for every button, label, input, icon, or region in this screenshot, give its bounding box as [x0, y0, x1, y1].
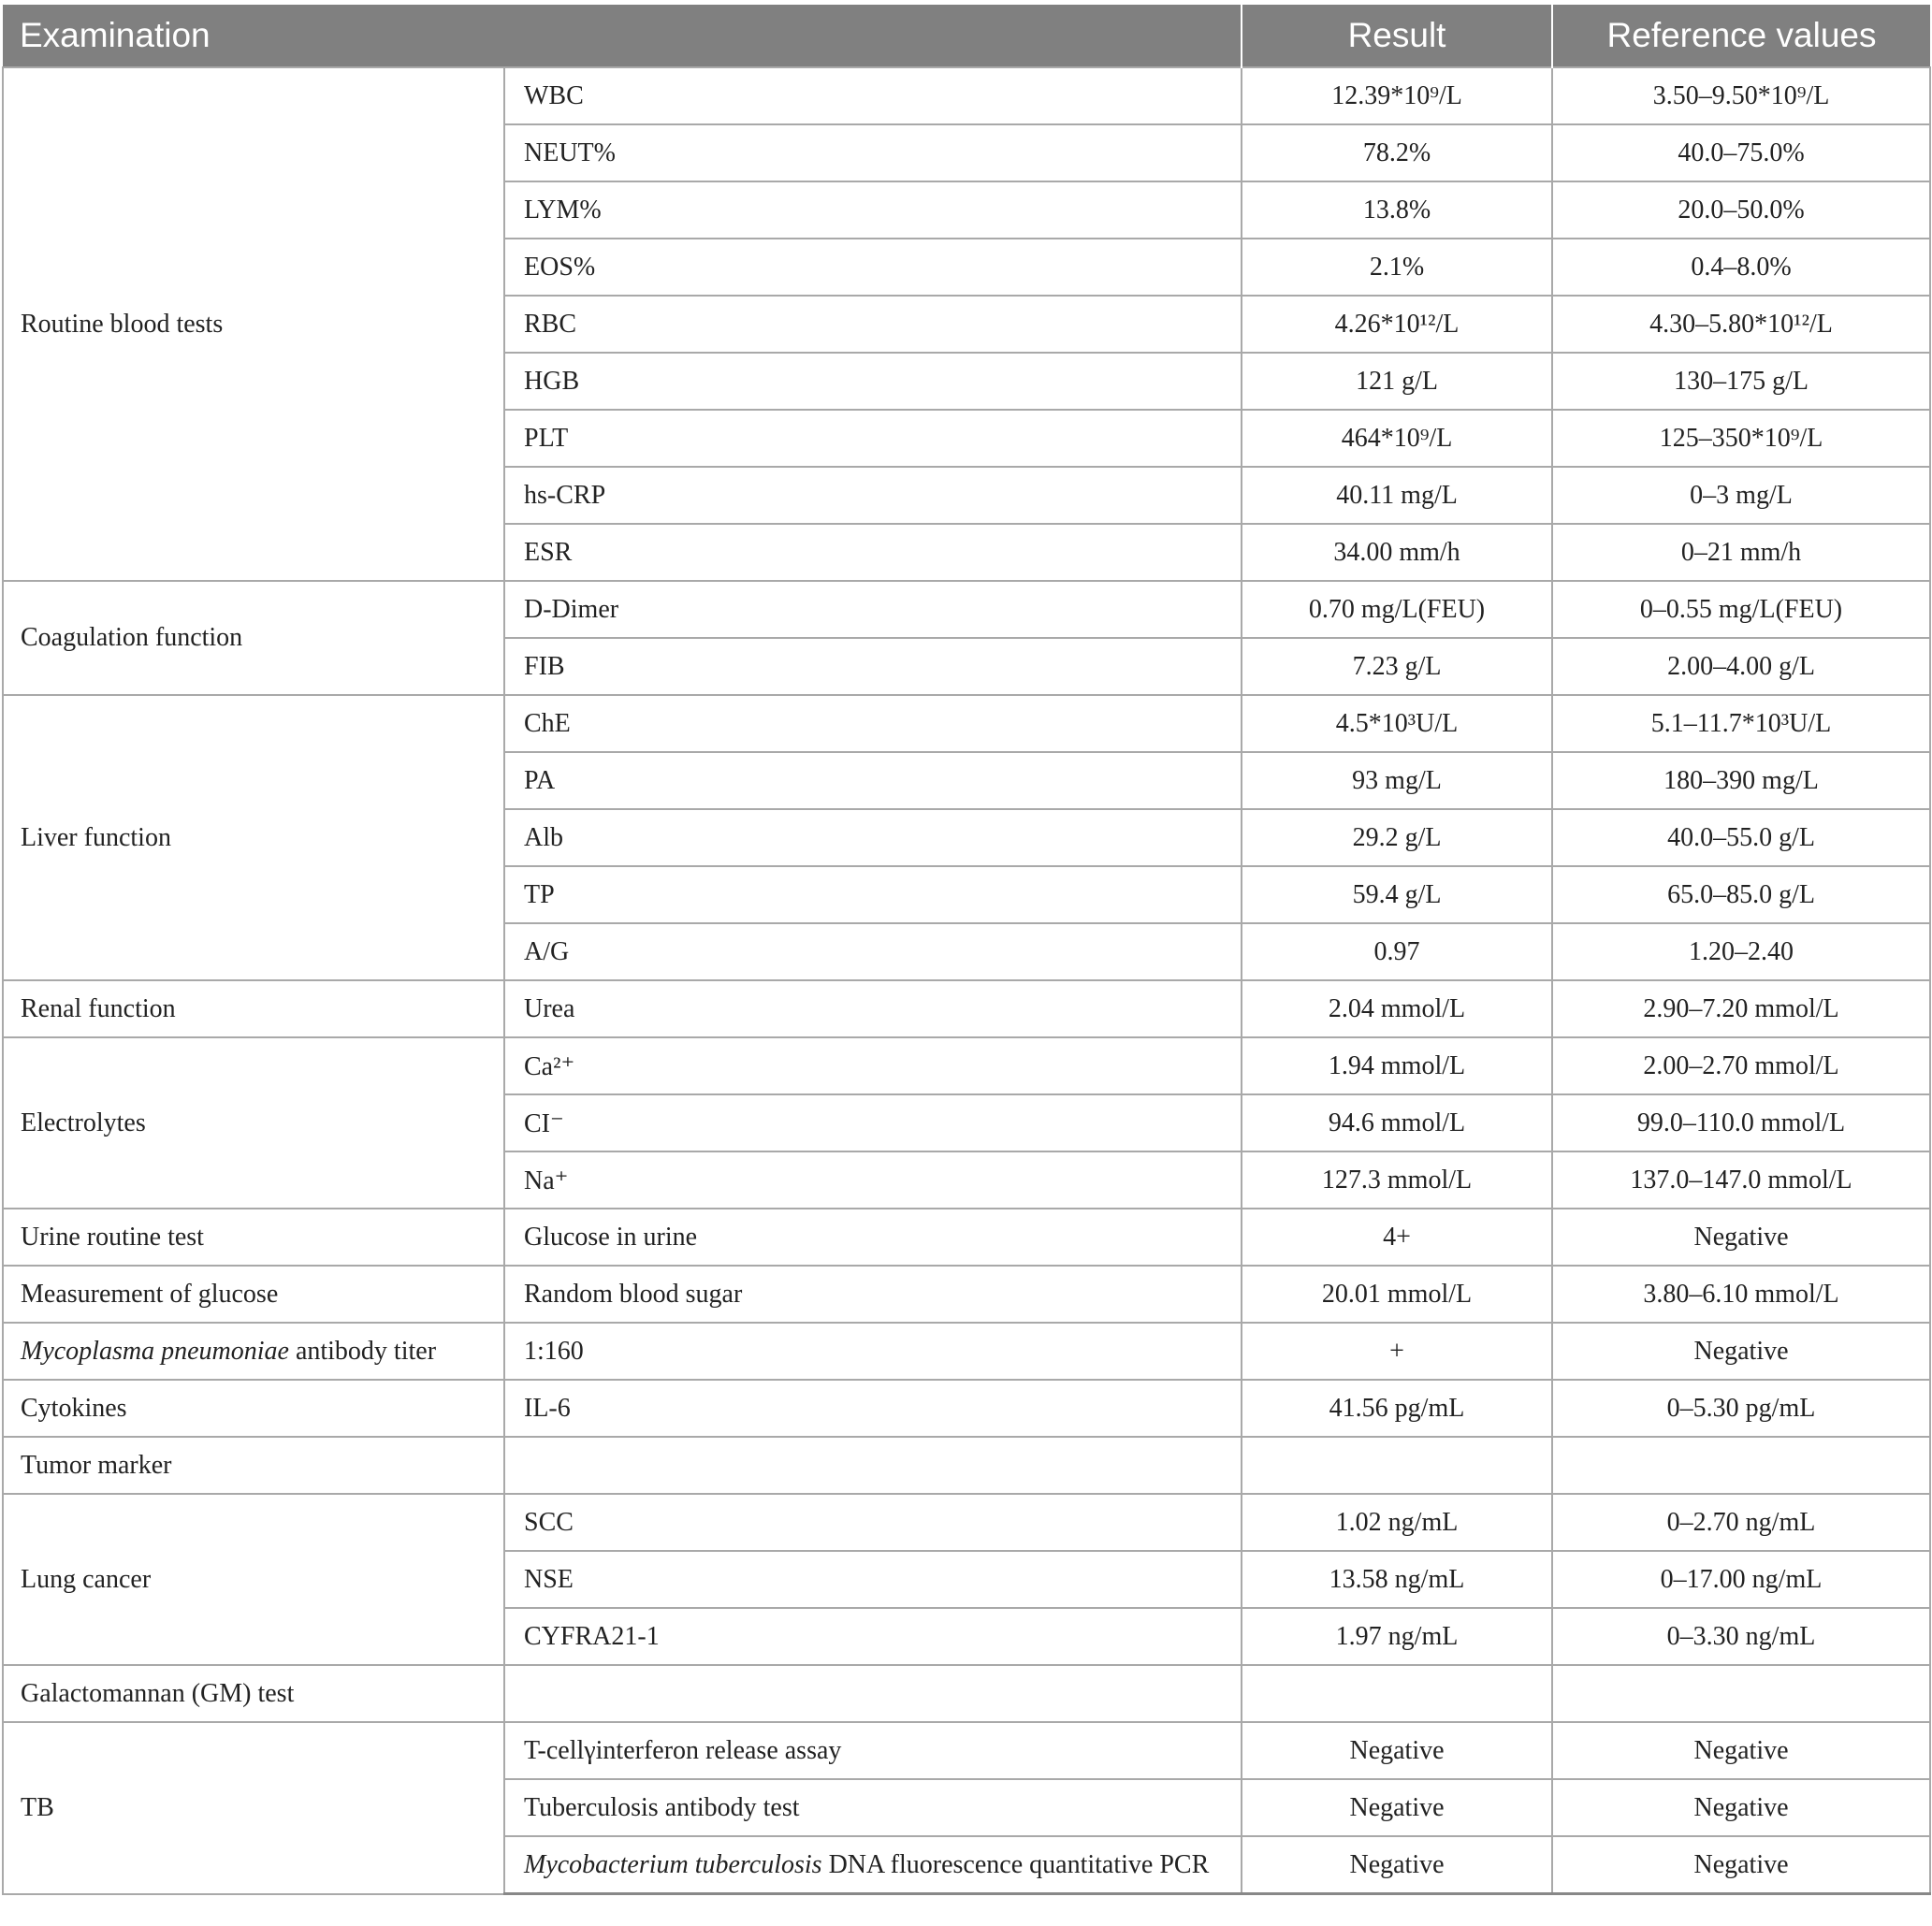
reference-value: Negative — [1552, 1722, 1930, 1779]
test-name-cell — [504, 67, 1242, 124]
reference-value: 2.90–7.20 mmol/L — [1552, 980, 1930, 1037]
reference-value: 2.00–2.70 mmol/L — [1552, 1037, 1930, 1094]
table-row — [3, 67, 1930, 124]
test-name: Urea — [524, 993, 575, 1023]
table-row — [3, 1494, 1930, 1551]
result-value: 29.2 g/L — [1242, 809, 1552, 866]
result-value: 93 mg/L — [1242, 752, 1552, 809]
result-value: 127.3 mmol/L — [1242, 1151, 1552, 1209]
exam-category-label: Urine routine test — [21, 1222, 204, 1252]
exam-category-cell — [3, 67, 504, 581]
test-name-cell — [504, 239, 1242, 296]
reference-value: 5.1–11.7*10³U/L — [1552, 695, 1930, 752]
test-name: A/G — [524, 936, 570, 966]
reference-value: 0–2.70 ng/mL — [1552, 1494, 1930, 1551]
reference-value: 99.0–110.0 mmol/L — [1552, 1094, 1930, 1151]
test-name-cell — [504, 1836, 1242, 1894]
table-row — [3, 1209, 1930, 1266]
reference-value: 0–17.00 ng/mL — [1552, 1551, 1930, 1608]
reference-value: 137.0–147.0 mmol/L — [1552, 1151, 1930, 1209]
table-body — [3, 67, 1930, 1894]
test-name: Ca²⁺ — [524, 1051, 575, 1081]
table-row — [3, 695, 1930, 752]
exam-category-label: Mycoplasma pneumoniae — [21, 1336, 289, 1366]
test-name-cell — [504, 1665, 1242, 1722]
result-value: 4.5*10³U/L — [1242, 695, 1552, 752]
reference-value: 3.80–6.10 mmol/L — [1552, 1266, 1930, 1323]
result-value: 12.39*10⁹/L — [1242, 67, 1552, 124]
result-value — [1242, 1665, 1552, 1722]
result-value: Negative — [1242, 1722, 1552, 1779]
exam-category-cell — [3, 1037, 504, 1209]
exam-category-cell — [3, 1266, 504, 1323]
test-name: NSE — [524, 1564, 574, 1594]
reference-value: 40.0–75.0% — [1552, 124, 1930, 181]
reference-value: 0–3 mg/L — [1552, 467, 1930, 524]
exam-category-label: Lung cancer — [21, 1564, 152, 1594]
exam-category-cell — [3, 581, 504, 695]
test-name-cell — [504, 923, 1242, 980]
result-value: 7.23 g/L — [1242, 638, 1552, 695]
test-name: ESR — [524, 537, 573, 567]
reference-value: 0–0.55 mg/L(FEU) — [1552, 581, 1930, 638]
result-value: + — [1242, 1323, 1552, 1380]
result-value: 0.97 — [1242, 923, 1552, 980]
test-name: PA — [524, 765, 556, 795]
test-name-cell — [504, 124, 1242, 181]
result-value: 1.97 ng/mL — [1242, 1608, 1552, 1665]
reference-value: 3.50–9.50*10⁹/L — [1552, 67, 1930, 124]
reference-value: 0–3.30 ng/mL — [1552, 1608, 1930, 1665]
reference-value — [1552, 1437, 1930, 1494]
result-value: 13.8% — [1242, 181, 1552, 239]
table-row — [3, 1323, 1930, 1380]
table-row — [3, 980, 1930, 1037]
test-name: hs-CRP — [524, 480, 606, 510]
test-name-cell — [504, 467, 1242, 524]
test-name: CYFRA21-1 — [524, 1621, 660, 1651]
test-name: LYM% — [524, 195, 602, 224]
test-name-cell — [504, 1494, 1242, 1551]
test-name-cell — [504, 524, 1242, 581]
table-row — [3, 1380, 1930, 1437]
reference-value — [1552, 1665, 1930, 1722]
exam-category-label: Cytokines — [21, 1393, 127, 1423]
test-name: Na⁺ — [524, 1166, 569, 1195]
test-name-cell — [504, 1151, 1242, 1209]
result-value: 2.1% — [1242, 239, 1552, 296]
test-name: Random blood sugar — [524, 1279, 743, 1309]
test-name: FIB — [524, 651, 565, 681]
reference-value: 125–350*10⁹/L — [1552, 410, 1930, 467]
table-row — [3, 1437, 1930, 1494]
result-value: 41.56 pg/mL — [1242, 1380, 1552, 1437]
exam-category-cell — [3, 695, 504, 980]
test-name-cell — [504, 1551, 1242, 1608]
exam-category-label: TB — [21, 1792, 54, 1822]
test-name-cell — [504, 1037, 1242, 1094]
exam-category-cell — [3, 1323, 504, 1380]
exam-category-cell — [3, 1665, 504, 1722]
test-name: Mycobacterium tuberculosis — [524, 1849, 822, 1879]
exam-category-cell — [3, 1380, 504, 1437]
reference-value: 1.20–2.40 — [1552, 923, 1930, 980]
reference-value: 0–21 mm/h — [1552, 524, 1930, 581]
reference-value: 4.30–5.80*10¹²/L — [1552, 296, 1930, 353]
result-value: Negative — [1242, 1779, 1552, 1836]
result-value: 2.04 mmol/L — [1242, 980, 1552, 1037]
test-name-cell — [504, 181, 1242, 239]
test-name: Tuberculosis antibody test — [524, 1792, 800, 1822]
reference-value: 20.0–50.0% — [1552, 181, 1930, 239]
reference-value: 180–390 mg/L — [1552, 752, 1930, 809]
result-value: 4+ — [1242, 1209, 1552, 1266]
reference-value: 0.4–8.0% — [1552, 239, 1930, 296]
test-name: CI⁻ — [524, 1108, 564, 1138]
result-value — [1242, 1437, 1552, 1494]
test-name-cell — [504, 1209, 1242, 1266]
reference-value: 0–5.30 pg/mL — [1552, 1380, 1930, 1437]
exam-category-label: Renal function — [21, 993, 176, 1023]
result-value: 4.26*10¹²/L — [1242, 296, 1552, 353]
exam-category-cell — [3, 980, 504, 1037]
result-value: 78.2% — [1242, 124, 1552, 181]
table-row — [3, 1037, 1930, 1094]
test-name-cell — [504, 752, 1242, 809]
test-name-cell — [504, 980, 1242, 1037]
exam-category-label: Measurement of glucose — [21, 1279, 279, 1309]
test-name-cell — [504, 581, 1242, 638]
test-name: IL-6 — [524, 1393, 571, 1423]
exam-category-cell — [3, 1437, 504, 1494]
exam-category-label: Routine blood tests — [21, 309, 224, 339]
test-name: PLT — [524, 423, 569, 453]
test-name-cell — [504, 1266, 1242, 1323]
test-name: RBC — [524, 309, 577, 339]
test-name: Glucose in urine — [524, 1222, 698, 1252]
test-name: EOS% — [524, 252, 596, 282]
exam-category-cell — [3, 1494, 504, 1665]
result-value: 94.6 mmol/L — [1242, 1094, 1552, 1151]
reference-value: 2.00–4.00 g/L — [1552, 638, 1930, 695]
result-value: 34.00 mm/h — [1242, 524, 1552, 581]
test-name-cell — [504, 410, 1242, 467]
reference-value: Negative — [1552, 1323, 1930, 1380]
table-row — [3, 581, 1930, 638]
test-name-cell — [504, 866, 1242, 923]
reference-value: 65.0–85.0 g/L — [1552, 866, 1930, 923]
test-name: T-cellγinterferon release assay — [524, 1735, 842, 1765]
result-value: Negative — [1242, 1836, 1552, 1894]
result-value: 0.70 mg/L(FEU) — [1242, 581, 1552, 638]
test-name-cell — [504, 695, 1242, 752]
test-name: 1:160 — [524, 1336, 584, 1366]
exam-category-label: Coagulation function — [21, 623, 243, 652]
header-result: Result — [1242, 5, 1552, 67]
exam-category-label: Galactomannan (GM) test — [21, 1678, 295, 1708]
test-name-cell — [504, 1608, 1242, 1665]
result-value: 40.11 mg/L — [1242, 467, 1552, 524]
result-value: 13.58 ng/mL — [1242, 1551, 1552, 1608]
result-value: 1.02 ng/mL — [1242, 1494, 1552, 1551]
test-name-cell — [504, 353, 1242, 410]
test-name: D-Dimer — [524, 594, 619, 624]
test-name: HGB — [524, 366, 580, 396]
reference-value: Negative — [1552, 1779, 1930, 1836]
exam-category-label: Liver function — [21, 822, 171, 852]
reference-value: Negative — [1552, 1209, 1930, 1266]
test-name-cell — [504, 1380, 1242, 1437]
table-header-row — [3, 5, 1930, 67]
result-value: 20.01 mmol/L — [1242, 1266, 1552, 1323]
result-value: 1.94 mmol/L — [1242, 1037, 1552, 1094]
test-name: WBC — [524, 80, 584, 110]
test-name-cell — [504, 1437, 1242, 1494]
result-value: 121 g/L — [1242, 353, 1552, 410]
result-value: 464*10⁹/L — [1242, 410, 1552, 467]
table-row — [3, 1722, 1930, 1779]
exam-category-suffix: antibody titer — [288, 1336, 437, 1366]
reference-value: Negative — [1552, 1836, 1930, 1894]
test-name: TP — [524, 879, 555, 909]
exam-category-cell — [3, 1722, 504, 1894]
header-examination: Examination — [3, 5, 1242, 67]
exam-category-cell — [3, 1209, 504, 1266]
exam-category-label: Electrolytes — [21, 1108, 146, 1137]
table-row — [3, 1266, 1930, 1323]
test-name-suffix: DNA fluorescence quantitative PCR — [821, 1849, 1210, 1879]
test-name: NEUT% — [524, 138, 616, 167]
test-name: SCC — [524, 1507, 574, 1537]
test-name: Alb — [524, 822, 563, 852]
exam-category-label: Tumor marker — [21, 1450, 172, 1480]
reference-value: 130–175 g/L — [1552, 353, 1930, 410]
test-name-cell — [504, 638, 1242, 695]
lab-results-table — [2, 5, 1931, 1895]
test-name-cell — [504, 1722, 1242, 1779]
reference-value: 40.0–55.0 g/L — [1552, 809, 1930, 866]
test-name-cell — [504, 809, 1242, 866]
test-name-cell — [504, 1094, 1242, 1151]
table-row — [3, 1665, 1930, 1722]
test-name-cell — [504, 1323, 1242, 1380]
test-name-cell — [504, 296, 1242, 353]
header-reference-values: Reference values — [1552, 5, 1930, 67]
test-name: ChE — [524, 708, 571, 738]
test-name-cell — [504, 1779, 1242, 1836]
result-value: 59.4 g/L — [1242, 866, 1552, 923]
